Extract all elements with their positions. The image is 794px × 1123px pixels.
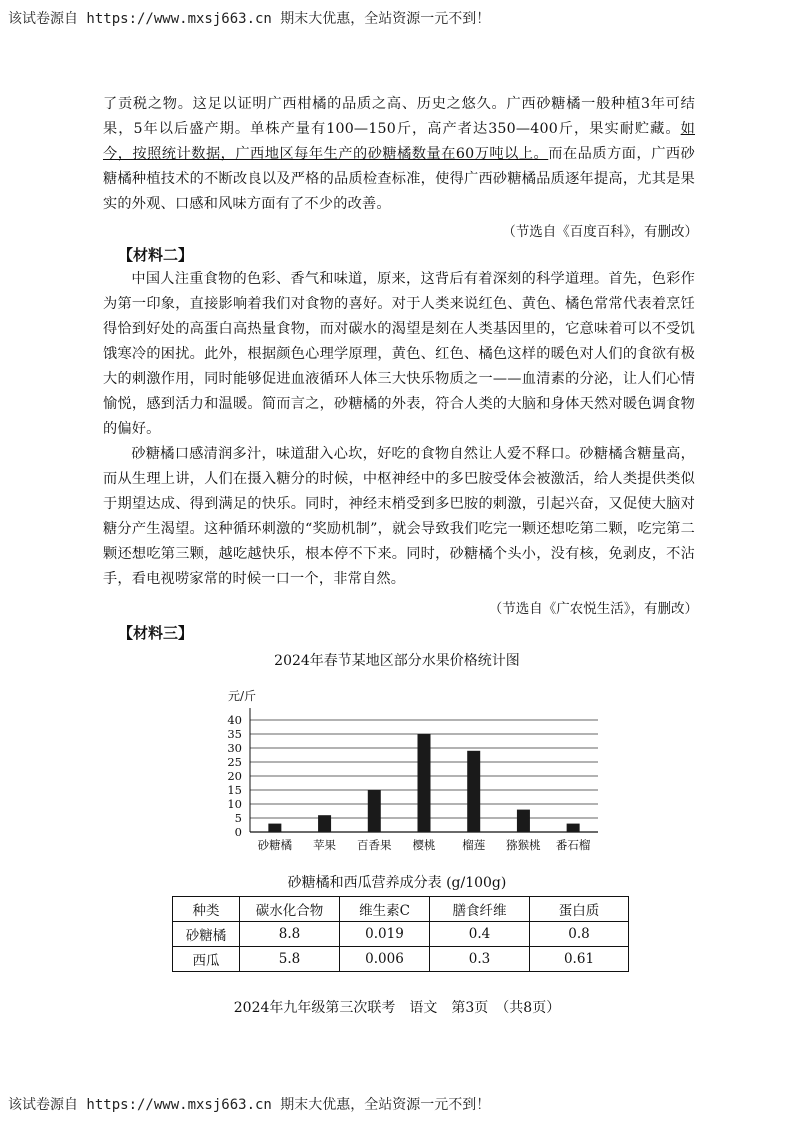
bar	[268, 824, 281, 832]
y-tick-label: 0	[234, 825, 242, 839]
x-tick-label: 砂糖橘	[257, 838, 293, 852]
material2-source: （节选自《广农悦生活》，有删改）	[488, 601, 698, 617]
material1-source: （节选自《百度百科》，有删改）	[502, 224, 698, 240]
table-cell: 0.3	[430, 947, 530, 972]
table-header-row	[173, 897, 629, 922]
x-tick-label: 榴莲	[462, 838, 486, 852]
bar	[418, 734, 431, 832]
top-banner: 该试卷源自 https://www.mxsj663.cn 期末大优惠，全站资源一元不到！	[8, 11, 491, 27]
table-cell: 0.4	[430, 922, 530, 947]
bar	[318, 815, 331, 832]
table-cell: 0.8	[530, 922, 629, 947]
page-footer: 2024年九年级第三次联考 语文 第3页 （共8页）	[233, 1000, 561, 1016]
table-header-cell: 维生素C	[340, 897, 430, 922]
nutrition-table	[172, 896, 629, 972]
x-tick-label: 百香果	[357, 838, 392, 852]
x-tick-label: 猕猴桃	[506, 838, 541, 852]
bar	[517, 810, 530, 832]
y-tick-label: 15	[227, 783, 242, 797]
x-tick-label: 樱桃	[412, 838, 436, 852]
material1-underlined-sentence: 如今，按照统计数据，广西地区每年生产的砂糖橘数量在60万吨以上。	[103, 121, 695, 162]
x-tick-label: 苹果	[313, 838, 337, 852]
y-tick-label: 20	[227, 769, 242, 783]
material1-text-after: 而在品质方面，广西砂糖橘种植技术的不断改良以及严格的品质检查标准，使得广西砂糖橘品质逐年提高，尤其是果实的外观、口感和风味方面有了不少的改善。	[103, 146, 695, 212]
table-cell: 0.61	[530, 947, 629, 972]
table-cell: 8.8	[240, 922, 340, 947]
table-title: 砂糖橘和西瓜营养成分表 (g/100g)	[287, 875, 507, 891]
y-tick-label: 10	[227, 797, 242, 811]
table-row	[173, 922, 629, 947]
table-cell: 5.8	[240, 947, 340, 972]
material2-paragraph-1: 中国人注重食物的色彩、香气和味道，原来，这背后有着深刻的科学道理。首先，色彩作为第一印象，直接影响着我们对食物的喜好。对于人类来说红色、黄色、橘色常常代表着烹饪得恰到好处的高蛋白高热量食物，而对碳水的渴望是刻在人类基因里的，它意味着可以不受饥饿寒冷的困扰。此外，根据颜色心理学原理，黄色、红色、橘色这样的暖色对人们的食欲有极大的刺激作用，同时能够促进血液循环人体三大快乐物质之一——血清素的分泌，让人们心情愉悦，感到活力和温暖。简而言之，砂糖橘的外表，符合人类的大脑和身体天然对暖色调食物的偏好。	[103, 271, 695, 437]
material1-text-before: 了贡税之物。这足以证明广西柑橘的品质之高、历史之悠久。广西砂糖橘一般种植3年可结果，5年以后盛产期。单株产量有100—150斤，高产者达350—400斤，果实耐贮藏。	[103, 96, 695, 137]
material2-paragraph-2: 砂糖橘口感清润多汁，味道甜入心坎，好吃的食物自然让人爱不释口。砂糖橘含糖量高，而从生理上讲，人们在摄入糖分的时候，中枢神经中的多巴胺受体会被激活，给人类提供类似于期望达成、得到满足的快乐。同时，神经末梢受到多巴胺的刺激，引起兴奋，又促使大脑对糖分产生渴望。这种循环刺激的“奖励机制”，就会导致我们吃完一颗还想吃第二颗，吃完第二颗还想吃第三颗，越吃越快乐，根本停不下来。同时，砂糖橘个头小，没有核，免剥皮，不沾手，看电视唠家常的时候一口一个，非常自然。	[103, 446, 695, 587]
x-tick-label: 番石榴	[555, 838, 591, 852]
y-axis-label: 元/斤	[228, 689, 257, 703]
bar	[368, 790, 381, 832]
table-row	[173, 947, 629, 972]
bottom-banner: 该试卷源自 https://www.mxsj663.cn 期末大优惠，全站资源一元不到！	[8, 1097, 491, 1113]
table-cell: 0.006	[340, 947, 430, 972]
table-header-cell: 膳食纤维	[430, 897, 530, 922]
bar	[467, 751, 480, 832]
material3-heading: 【材料三】	[118, 624, 194, 642]
material1-paragraph	[103, 92, 695, 217]
table-header-cell: 碳水化合物	[240, 897, 340, 922]
price-bar-chart	[220, 680, 610, 860]
material2-heading: 【材料二】	[118, 246, 194, 264]
bar	[567, 824, 580, 832]
table-cell: 砂糖橘	[173, 922, 240, 947]
y-tick-label: 5	[234, 811, 242, 825]
y-tick-label: 25	[227, 755, 242, 769]
table-header-cell: 种类	[173, 897, 240, 922]
y-tick-label: 40	[227, 713, 242, 727]
y-tick-label: 35	[227, 727, 242, 741]
chart-title: 2024年春节某地区部分水果价格统计图	[274, 653, 520, 669]
table-cell: 西瓜	[173, 947, 240, 972]
y-tick-label: 30	[227, 741, 242, 755]
table-cell: 0.019	[340, 922, 430, 947]
table-header-cell: 蛋白质	[530, 897, 629, 922]
